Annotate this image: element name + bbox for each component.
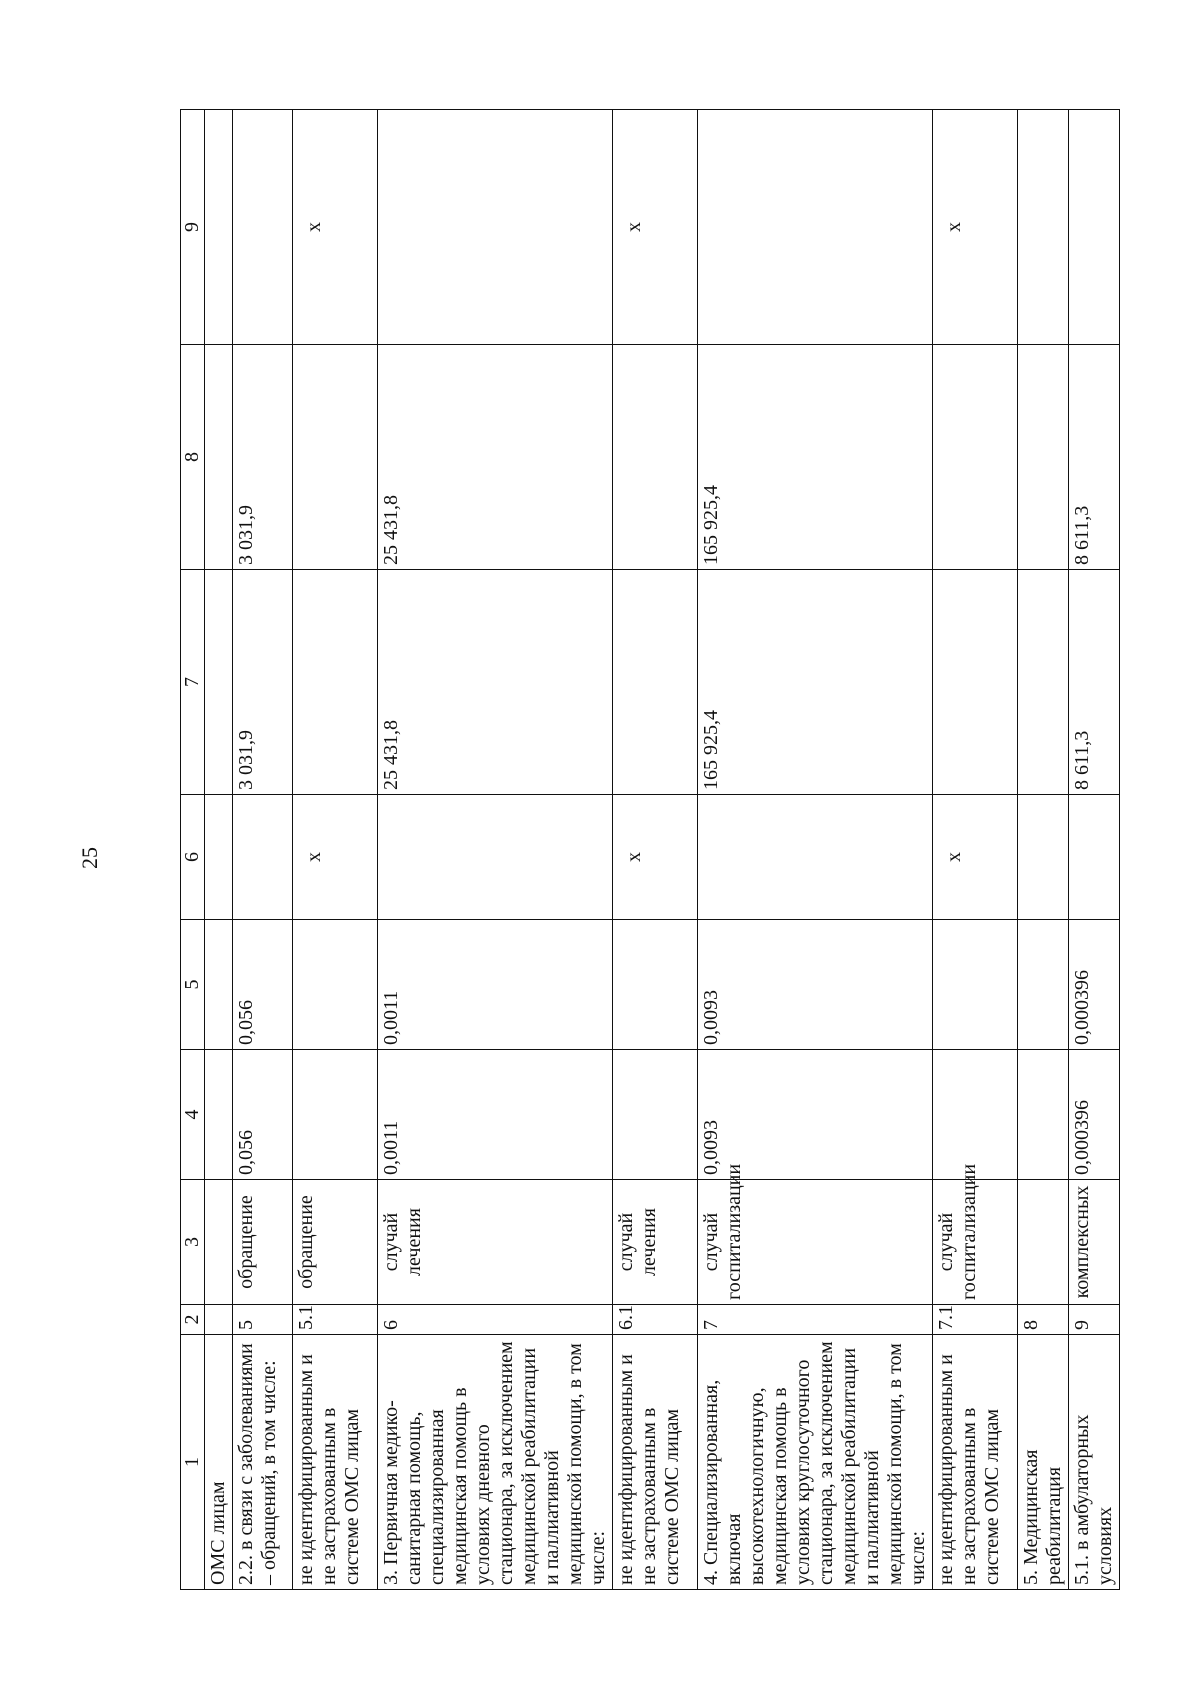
unit-cell: комплексных [1069,1180,1120,1305]
row-label: не идентифицированным и не застрахованным в системе ОМС лицам [933,1335,1018,1590]
value-cell: x [293,795,378,920]
value-cell: 0,056 [233,1050,293,1180]
value-cell: 0,0093 [698,1050,933,1180]
table-row [293,110,378,1590]
value-cell [1018,570,1069,795]
table-row [933,110,1018,1590]
value-cell: 0,0011 [378,920,613,1050]
value-cell [233,795,293,920]
value-cell [1018,795,1069,920]
value-cell [933,920,1018,1050]
value-cell [378,795,613,920]
unit-cell: обращение [293,1180,378,1305]
value-cell: 0,000396 [1069,1050,1120,1180]
table-row [378,110,613,1590]
unit-cell: случай лечения [378,1180,613,1305]
row-label: не идентифицированным и не застрахованным в системе ОМС лицам [293,1335,378,1590]
value-cell: 0,0093 [698,920,933,1050]
value-cell [933,570,1018,795]
table-row [205,110,233,1590]
header-cell-1: 1 [181,1335,205,1590]
rotated-table-container [180,110,1116,1590]
table-row [613,110,698,1590]
value-cell: 3 031,9 [233,345,293,570]
table-row [1069,110,1120,1590]
value-cell: x [613,110,698,345]
value-cell: 0,056 [233,920,293,1050]
value-cell [205,570,233,795]
row-number: 6.1 [613,1305,698,1335]
row-number: 6 [378,1305,613,1335]
header-row [181,110,205,1590]
value-cell [613,920,698,1050]
header-cell-8: 8 [181,345,205,570]
value-cell: 0,000396 [1069,920,1120,1050]
value-cell [205,795,233,920]
value-cell [293,345,378,570]
row-label: ОМС лицам [205,1335,233,1590]
page-number: 25 [77,847,102,869]
header-cell-6: 6 [181,795,205,920]
row-number: 9 [1069,1305,1120,1335]
value-cell: 3 031,9 [233,570,293,795]
value-cell [293,1050,378,1180]
header-cell-4: 4 [181,1050,205,1180]
row-label: не идентифицированным и не застрахованным в системе ОМС лицам [613,1335,698,1590]
row-label: 4. Специализированная, включая высокотехнологичную, медицинская помощь в условиях круглосуточного стационара, за исключением медицинской реабилитации и паллиативной медицинской помощи, в том числе: [698,1335,933,1590]
value-cell [1018,1050,1069,1180]
unit-cell: случай госпитализации [698,1180,933,1305]
value-cell [293,570,378,795]
value-cell [933,1050,1018,1180]
header-cell-7: 7 [181,570,205,795]
row-number: 7.1 [933,1305,1018,1335]
value-cell: 8 611,3 [1069,570,1120,795]
header-cell-3: 3 [181,1180,205,1305]
value-cell: x [933,795,1018,920]
row-label: 5.1. в амбулаторных условиях [1069,1335,1120,1590]
value-cell [233,110,293,345]
header-cell-2: 2 [181,1305,205,1335]
table-row [1018,110,1069,1590]
value-cell [205,1050,233,1180]
row-number: 5 [233,1305,293,1335]
value-cell: 8 611,3 [1069,345,1120,570]
value-cell [1069,795,1120,920]
value-cell [698,110,933,345]
row-number: 7 [698,1305,933,1335]
value-cell: x [293,110,378,345]
row-label: 2.2. в связи с заболеваниями – обращений, в том числе: [233,1335,293,1590]
row-label: 3. Первичная медико-санитарная помощь, специализированная медицинская помощь в условиях дневного стационара, за исключением медицинской реабилитации и паллиативной медицинской помощи, в том числе: [378,1335,613,1590]
value-cell [293,920,378,1050]
unit-cell: случай госпитализации [933,1180,1018,1305]
value-cell [933,345,1018,570]
value-cell [613,570,698,795]
value-cell [613,345,698,570]
unit-cell: случай лечения [613,1180,698,1305]
value-cell [1018,920,1069,1050]
unit-cell [205,1180,233,1305]
value-cell [205,920,233,1050]
table-row [698,110,933,1590]
value-cell [1018,110,1069,345]
value-cell: 25 431,8 [378,345,613,570]
row-label: 5. Медицинская реабилитация [1018,1335,1069,1590]
value-cell [1018,345,1069,570]
value-cell: 165 925,4 [698,570,933,795]
value-cell [378,110,613,345]
value-cell [613,1050,698,1180]
value-cell: 165 925,4 [698,345,933,570]
header-cell-5: 5 [181,920,205,1050]
table-row [233,110,293,1590]
value-cell: x [933,110,1018,345]
row-number [205,1305,233,1335]
unit-cell [1018,1180,1069,1305]
data-table [180,109,1120,1590]
value-cell: 0,0011 [378,1050,613,1180]
value-cell: x [613,795,698,920]
value-cell [205,345,233,570]
value-cell [205,110,233,345]
row-number: 8 [1018,1305,1069,1335]
value-cell [698,795,933,920]
header-cell-9: 9 [181,110,205,345]
value-cell [1069,110,1120,345]
unit-cell: обращение [233,1180,293,1305]
value-cell: 25 431,8 [378,570,613,795]
row-number: 5.1 [293,1305,378,1335]
